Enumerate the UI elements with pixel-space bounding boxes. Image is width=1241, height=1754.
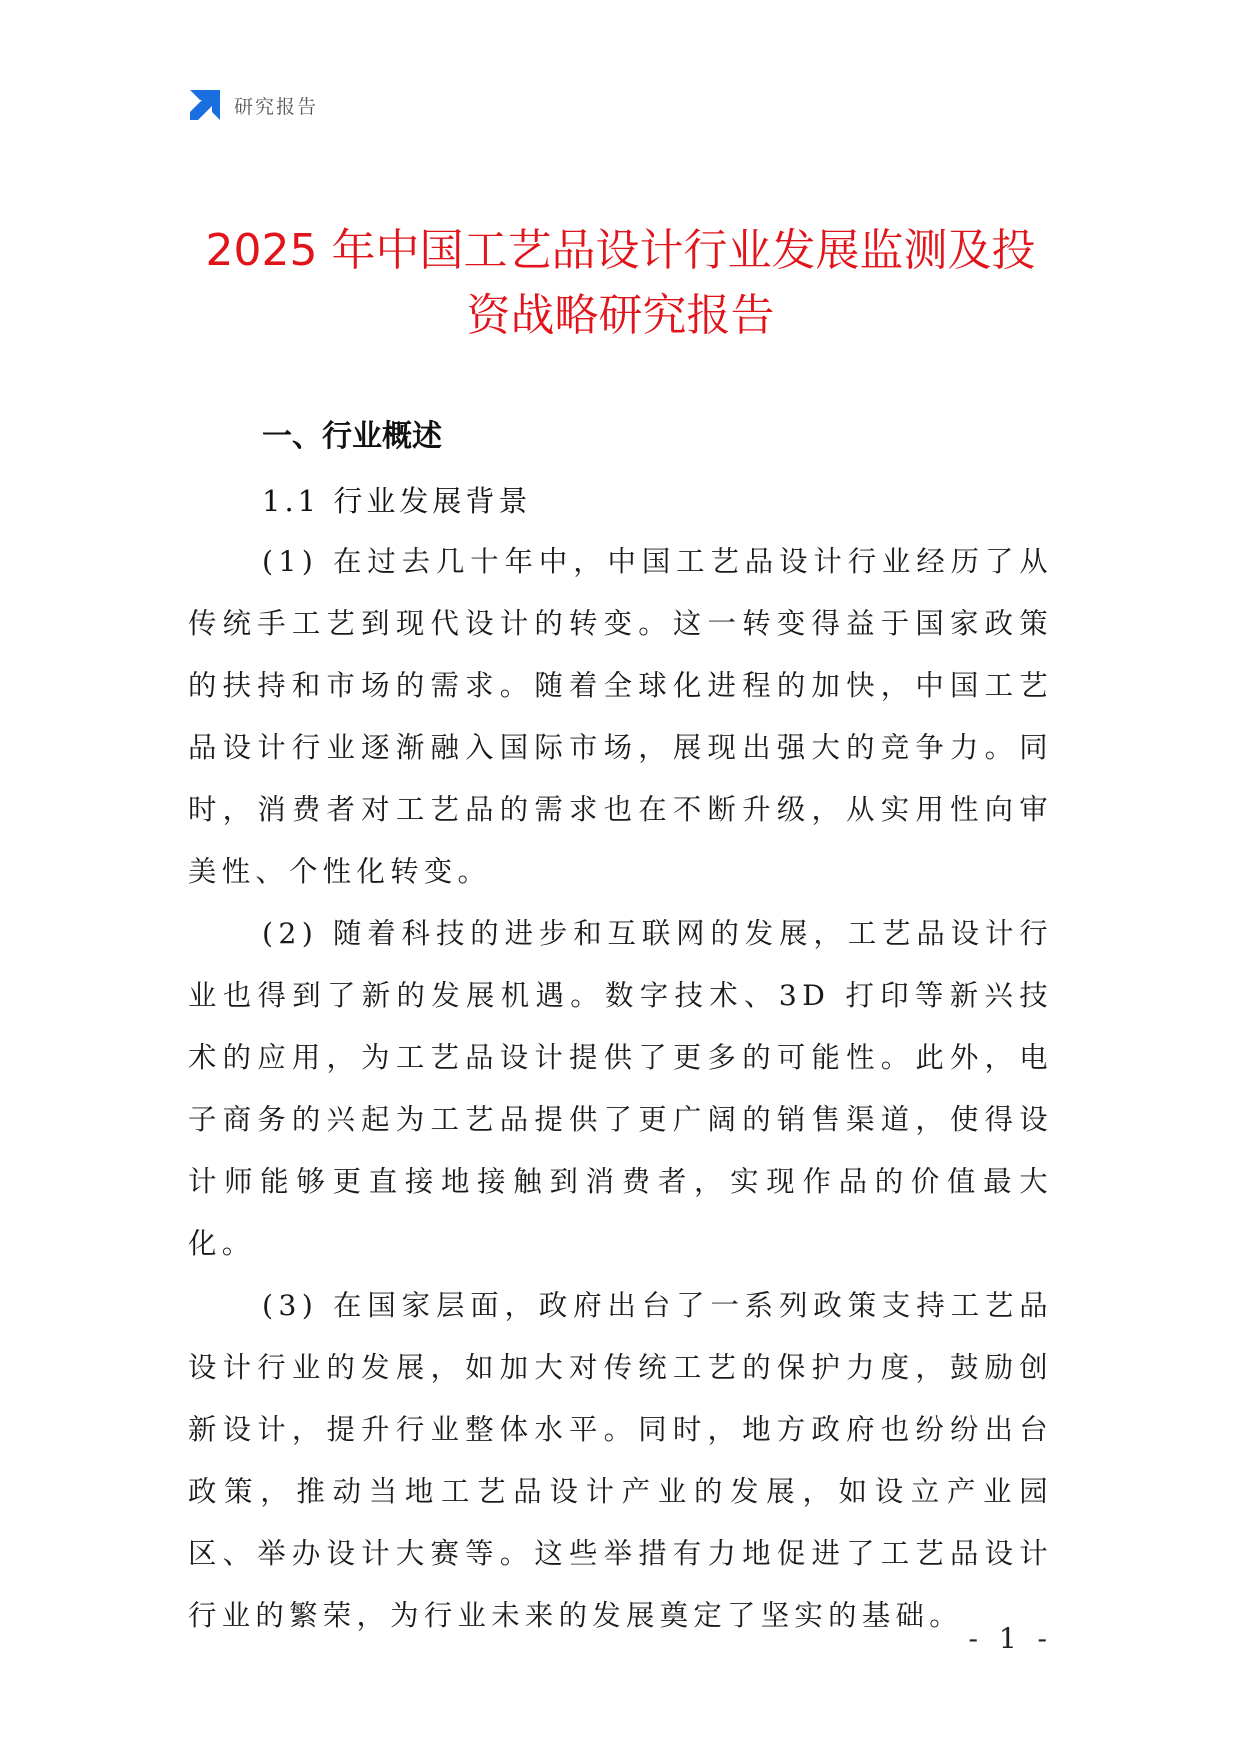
- report-header: [188, 88, 318, 122]
- paragraph-3: (3) 在国家层面，政府出台了一系列政策支持工艺品设计行业的发展，如加大对传统工艺的保护力度，鼓励创新设计，提升行业整体水平。同时，地方政府也纷纷出台政策，推动当地工艺品设计产业的发展，如设立产业园区、举办设计大赛等。这些举措有力地促进了工艺品设计行业的繁荣，为行业未来的发展奠定了坚实的基础。: [188, 1289, 1053, 1632]
- subsection-heading: 1.1 行业发展背景: [262, 484, 532, 518]
- header-label: 研究报告: [234, 95, 319, 118]
- document-title: [188, 218, 1053, 348]
- body-text: [188, 531, 1053, 1647]
- arrow-up-right-icon: [188, 88, 222, 122]
- title-line-2: 资战略研究报告: [466, 290, 775, 341]
- paragraph-1: (1) 在过去几十年中，中国工艺品设计行业经历了从传统手工艺到现代设计的转变。这一转变得益于国家政策的扶持和市场的需求。随着全球化进程的加快，中国工艺品设计行业逐渐融入国际市场，展现出强大的竞争力。同时，消费者对工艺品的需求也在不断升级，从实用性向审美性、个性化转变。: [188, 545, 1053, 888]
- section-heading: 一、行业概述: [262, 419, 442, 454]
- paragraph-2: (2) 随着科技的进步和互联网的发展，工艺品设计行业也得到了新的发展机遇。数字技术、3D 打印等新兴技术的应用，为工艺品设计提供了更多的可能性。此外，电子商务的兴起为工艺品提供了更广阔的销售渠道，使得设计师能够更直接地接触到消费者，实现作品的价值最大化。: [188, 917, 1053, 1260]
- title-line-1: 2025 年中国工艺品设计行业发展监测及投: [205, 225, 1036, 276]
- page-number: - 1 -: [968, 1622, 1053, 1655]
